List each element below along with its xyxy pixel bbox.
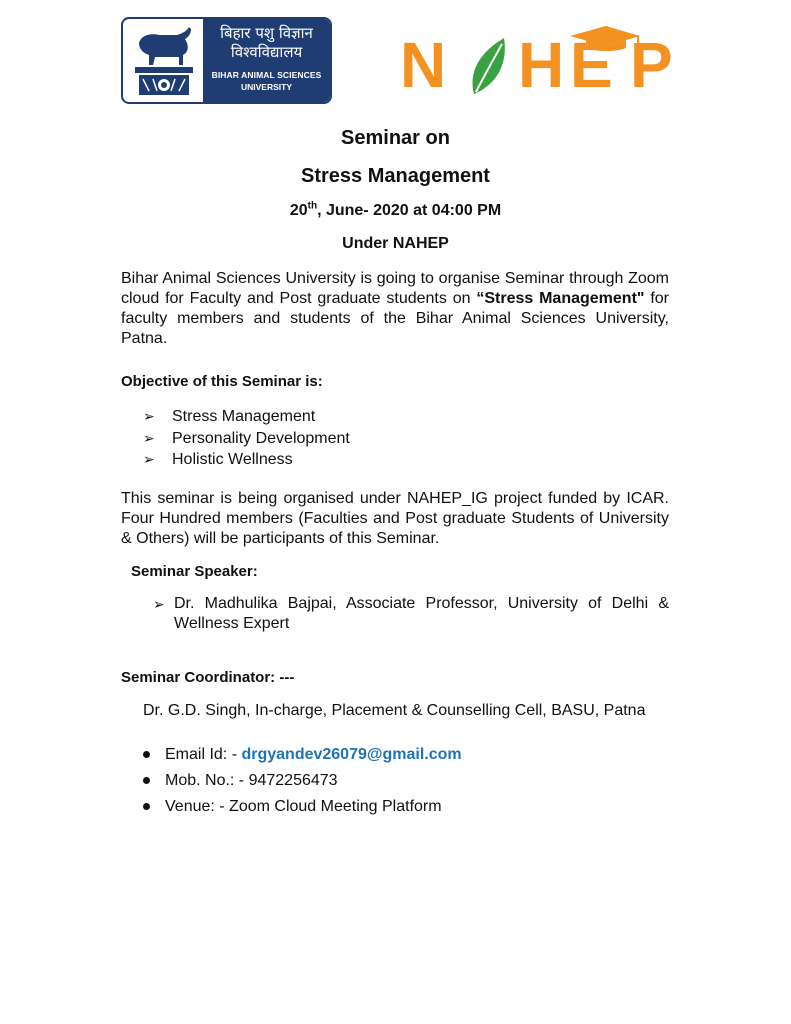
svg-text:E: E	[570, 29, 613, 101]
seminar-title: Seminar on	[341, 127, 450, 149]
arrow-bullet-icon: ➢	[143, 408, 155, 424]
seminar-topic: Stress Management	[301, 165, 490, 187]
intro-paragraph: Bihar Animal Sciences University is going to organise Seminar through Zoom cloud for Faculty and Post graduate students on “Stress Management" for faculty members and students of the Bihar Animal Sciences University, Patna.	[121, 270, 669, 347]
speaker-item: ➢ Dr. Madhulika Bajpai, Associate Professor, University of Delhi & Wellness Expert	[153, 595, 669, 632]
nahep-logo	[400, 22, 700, 102]
bullet-icon	[143, 751, 150, 758]
basu-hindi-name-line1: बिहार पशु विज्ञान	[220, 24, 313, 42]
objective-heading: Objective of this Seminar is:	[121, 373, 323, 390]
list-item: ➢ Holistic Wellness	[143, 451, 293, 468]
svg-text:N: N	[400, 29, 447, 101]
arrow-bullet-icon: ➢	[143, 451, 155, 467]
coordinator-contact-list	[143, 744, 462, 822]
arrow-bullet-icon: ➢	[143, 429, 155, 446]
bull-emblem-icon	[125, 21, 203, 101]
list-item: Mob. No.: - 9472256473	[143, 770, 462, 796]
speaker-heading: Seminar Speaker:	[131, 563, 258, 580]
coordinator-name: Dr. G.D. Singh, In-charge, Placement & Counselling Cell, BASU, Patna	[143, 702, 646, 719]
basu-english-name-line1: BIHAR ANIMAL SCIENCES	[211, 70, 322, 80]
basu-english-name-line2: UNIVERSITY	[240, 82, 292, 92]
coordinator-heading: Seminar Coordinator: ---	[121, 669, 295, 686]
list-item: Venue: - Zoom Cloud Meeting Platform	[143, 796, 462, 822]
objective-list	[143, 406, 350, 471]
email-link[interactable]: drgyandev26079@gmail.com	[241, 746, 462, 763]
basu-logo-panel	[203, 19, 330, 102]
bullet-icon	[143, 803, 150, 810]
list-item: ➢ Personality Development	[143, 429, 350, 447]
list-item: Email Id: - drgyandev26079@gmail.com	[143, 744, 462, 770]
basu-hindi-name-line2: विश्वविद्यालय	[230, 43, 303, 61]
bullet-icon	[143, 777, 150, 784]
list-item: ➢ Stress Management	[143, 408, 316, 425]
svg-text:P: P	[630, 29, 673, 101]
arrow-bullet-icon: ➢	[153, 596, 165, 612]
seminar-program: Under NAHEP	[342, 235, 449, 252]
svg-text:H: H	[518, 29, 565, 101]
basu-logo	[121, 17, 332, 104]
seminar-date: 20th, June- 2020 at 04:00 PM	[289, 200, 502, 219]
funding-paragraph: This seminar is being organised under NAHEP_IG project funded by ICAR. Four Hundred members (Faculties and Post graduate Students of University & Others) will be participants of this Seminar.	[121, 490, 669, 547]
